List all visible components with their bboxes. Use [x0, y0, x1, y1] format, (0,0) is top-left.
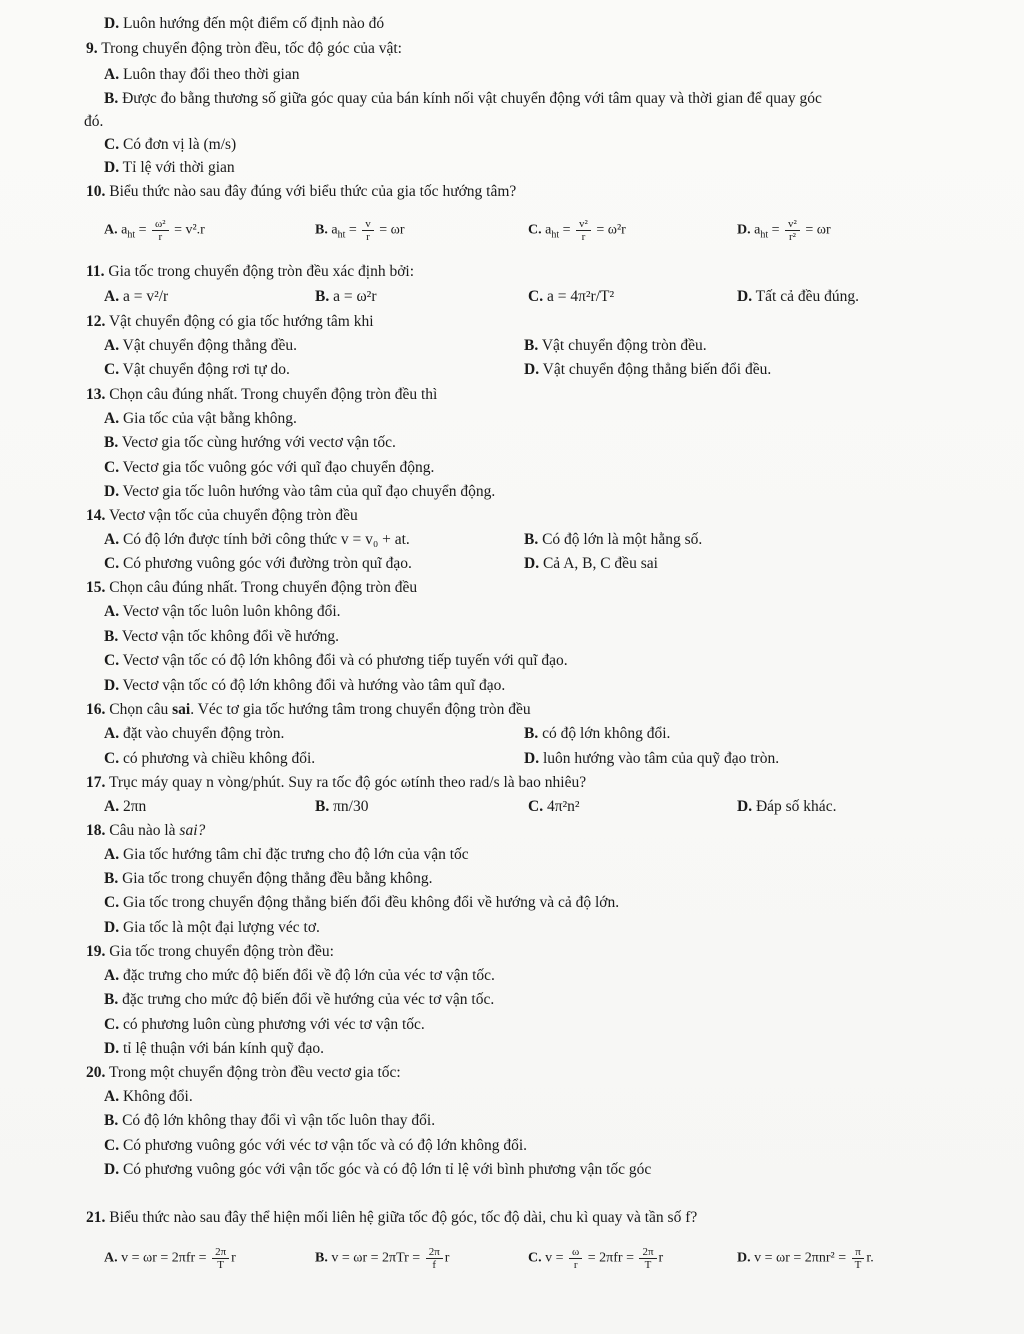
- q19-option-c: C. có phương luôn cùng phương với véc tơ vận tốc.: [104, 1016, 425, 1033]
- q15-option-a: A. Vectơ vận tốc luôn luôn không đổi.: [104, 603, 341, 620]
- q12-option-c: C. Vật chuyển động rơi tự do.: [104, 361, 290, 378]
- q17-stem: 17. Trục máy quay n vòng/phút. Suy ra tốc độ góc ωtính theo rad/s là bao nhiêu?: [86, 774, 587, 791]
- fraction: $\frac{\text{v²}}{\text{r²}}$: [785, 218, 800, 243]
- q9-stem: 9. Trong chuyển động tròn đều, tốc độ góc của vật:: [86, 40, 402, 57]
- q10-option-a: A. $a_{ht}$ = $\frac{\text{ω²}}{r}$ = v².r: [104, 218, 205, 243]
- fraction: $\frac{\text{v²}}{r}$: [576, 218, 591, 243]
- q9-option-d: D. Tỉ lệ với thời gian: [104, 159, 235, 176]
- q19-option-b: B. đặc trưng cho mức độ biến đổi về hướng của véc tơ vận tốc.: [104, 991, 495, 1008]
- q11-option-c: C. a = 4π²r/T²: [528, 288, 615, 305]
- fraction: $\frac{2\pi}{f}$: [426, 1246, 443, 1271]
- q11-option-b: B. a = ω²r: [315, 288, 377, 305]
- q11-option-d: D. Tất cả đều đúng.: [737, 288, 859, 305]
- q14-option-b: B. Có độ lớn là một hằng số.: [524, 531, 703, 548]
- q8-option-d: D. Luôn hướng đến một điểm cố định nào đó: [104, 15, 385, 32]
- q13-option-a: A. Gia tốc của vật bằng không.: [104, 410, 297, 427]
- q17-option-d: D. Đáp số khác.: [737, 798, 837, 815]
- q9-option-b: B. Được đo bằng thương số giữa góc quay của bán kính nối vật chuyển động với tâm quay và thời gian để quay góc: [104, 90, 822, 107]
- q15-option-c: C. Vectơ vận tốc có độ lớn không đổi và có phương tiếp tuyến với quĩ đạo.: [104, 652, 568, 669]
- fraction: $\frac{\omega}{r}$: [569, 1246, 582, 1271]
- q16-option-d: D. luôn hướng vào tâm của quỹ đạo tròn.: [524, 750, 780, 767]
- q13-option-c: C. Vectơ gia tốc vuông góc với quĩ đạo chuyển động.: [104, 459, 435, 476]
- q20-option-b: B. Có độ lớn không thay đổi vì vận tốc luôn thay đổi.: [104, 1112, 436, 1129]
- q20-option-c: C. Có phương vuông góc với véc tơ vận tốc và có độ lớn không đổi.: [104, 1137, 528, 1154]
- q10-stem: 10. Biểu thức nào sau đây đúng với biểu thức của gia tốc hướng tâm?: [86, 183, 517, 200]
- q17-option-c: C. 4π²n²: [528, 798, 580, 815]
- q9-option-a: A. Luôn thay đổi theo thời gian: [104, 66, 300, 83]
- q19-option-d: D. tỉ lệ thuận với bán kính quỹ đạo.: [104, 1040, 325, 1057]
- q11-option-a: A. a = v²/r: [104, 288, 169, 305]
- q21-option-d: D. v = ωr = 2πnr² = $\frac{\pi}{T}$ r.: [737, 1246, 874, 1271]
- q14-stem: 14. Vectơ vận tốc của chuyển động tròn đều: [86, 507, 358, 524]
- q15-option-d: D. Vectơ vận tốc có độ lớn không đổi và hướng vào tâm quĩ đạo.: [104, 677, 506, 694]
- q14-option-d: D. Cả A, B, C đều sai: [524, 555, 658, 572]
- q17-option-b: B. πn/30: [315, 798, 369, 815]
- q9-option-c: C. Có đơn vị là (m/s): [104, 136, 237, 153]
- q10-option-b: B. $a_{ht}$ = $\frac{v}{r}$ = ωr: [315, 218, 405, 243]
- q19-stem: 19. Gia tốc trong chuyển động tròn đều:: [86, 943, 334, 960]
- q18-stem: 18. Câu nào là sai?: [86, 822, 206, 839]
- q15-option-b: B. Vectơ vận tốc không đổi về hướng.: [104, 628, 340, 645]
- q21-option-c: C. v = $\frac{\omega}{r}$ = 2πfr = $\frac{2\pi}{T}$ r: [528, 1246, 664, 1271]
- q16-stem: 16. Chọn câu sai. Véc tơ gia tốc hướng tâm trong chuyển động tròn đều: [86, 701, 531, 718]
- q9-option-b-continued: đó.: [84, 113, 104, 130]
- q10-option-d: D. $a_{ht}$ = $\frac{\text{v²}}{\text{r²}}$ = ωr: [737, 218, 831, 243]
- q18-option-d: D. Gia tốc là một đại lượng véc tơ.: [104, 919, 320, 936]
- q20-option-d: D. Có phương vuông góc với vận tốc góc và có độ lớn tỉ lệ với bình phương vận tốc góc: [104, 1161, 652, 1178]
- fraction: $\frac{2\pi}{T}$: [212, 1246, 229, 1271]
- q18-option-b: B. Gia tốc trong chuyển động thẳng đều bằng không.: [104, 870, 433, 887]
- q20-stem: 20. Trong một chuyển động tròn đều vectơ gia tốc:: [86, 1064, 401, 1081]
- q16-option-a: A. đặt vào chuyển động tròn.: [104, 725, 285, 742]
- q12-stem: 12. Vật chuyển động có gia tốc hướng tâm khi: [86, 313, 374, 330]
- q15-stem: 15. Chọn câu đúng nhất. Trong chuyển động tròn đều: [86, 579, 418, 596]
- q12-option-a: A. Vật chuyển động thẳng đều.: [104, 337, 298, 354]
- q14-option-c: C. Có phương vuông góc với đường tròn quĩ đạo.: [104, 555, 412, 572]
- q16-option-c: C. có phương và chiều không đổi.: [104, 750, 316, 767]
- q13-option-d: D. Vectơ gia tốc luôn hướng vào tâm của quĩ đạo chuyển động.: [104, 483, 496, 500]
- q14-option-a: A. Có độ lớn được tính bởi công thức v = v₀ + at.: [104, 531, 410, 548]
- fraction: $\frac{2\pi}{T}$: [639, 1246, 656, 1271]
- q11-stem: 11. Gia tốc trong chuyển động tròn đều xác định bởi:: [86, 263, 415, 280]
- q21-option-b: B. v = ωr = 2πTr = $\frac{2\pi}{f}$ r: [315, 1246, 450, 1271]
- fraction: $\frac{\pi}{T}$: [852, 1246, 865, 1271]
- q10-option-c: C. $a_{ht}$ = $\frac{\text{v²}}{r}$ = ω²r: [528, 218, 626, 243]
- q18-option-c: C. Gia tốc trong chuyển động thẳng biến đổi đều không đổi về hướng và cả độ lớn.: [104, 894, 620, 911]
- q21-stem: 21. Biểu thức nào sau đây thể hiện mối liên hệ giữa tốc độ góc, tốc độ dài, chu kì quay và tần số f?: [86, 1209, 698, 1226]
- q12-option-d: D. Vật chuyển động thẳng biến đổi đều.: [524, 361, 772, 378]
- q18-option-a: A. Gia tốc hướng tâm chỉ đặc trưng cho độ lớn của vận tốc: [104, 846, 469, 863]
- q21-option-a: A. v = ωr = 2πfr = $\frac{2\pi}{T}$ r: [104, 1246, 236, 1271]
- fraction: $\frac{\text{ω²}}{r}$: [152, 218, 169, 243]
- q19-option-a: A. đặc trưng cho mức độ biến đổi về độ lớn của véc tơ vận tốc.: [104, 967, 495, 984]
- q12-option-b: B. Vật chuyển động tròn đều.: [524, 337, 707, 354]
- q17-option-a: A. 2πn: [104, 798, 147, 815]
- fraction: $\frac{v}{r}$: [362, 218, 374, 243]
- q16-option-b: B. có độ lớn không đổi.: [524, 725, 671, 742]
- q13-option-b: B. Vectơ gia tốc cùng hướng với vectơ vận tốc.: [104, 434, 396, 451]
- q20-option-a: A. Không đổi.: [104, 1088, 193, 1105]
- q13-stem: 13. Chọn câu đúng nhất. Trong chuyển động tròn đều thì: [86, 386, 438, 403]
